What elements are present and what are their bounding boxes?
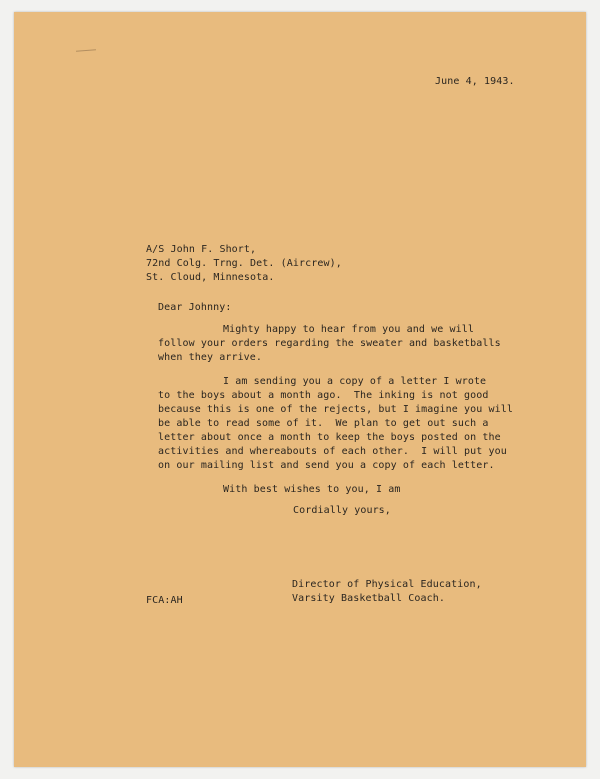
paragraph-line: when they arrive.: [158, 352, 263, 363]
letter-page: [14, 12, 586, 767]
typist-initials: FCA:AH: [146, 595, 183, 606]
signature-title: Varsity Basketball Coach.: [292, 593, 446, 604]
paragraph-line: activities and whereabouts of each other. I will put you: [158, 446, 507, 457]
salutation: Dear Johnny:: [158, 302, 232, 313]
paragraph-line: on our mailing list and send you a copy of each letter.: [158, 460, 495, 471]
paragraph-line: I am sending you a copy of a letter I wrote: [223, 376, 487, 387]
paragraph-line: to the boys about a month ago. The inking is not good: [158, 390, 489, 401]
address-line: 72nd Colg. Trng. Det. (Aircrew),: [146, 258, 342, 269]
closing: Cordially yours,: [293, 505, 391, 516]
paragraph-line: letter about once a month to keep the boys posted on the: [158, 432, 501, 443]
address-line: St. Cloud, Minnesota.: [146, 272, 275, 283]
address-line: A/S John F. Short,: [146, 244, 257, 255]
paper-mark: [76, 49, 96, 51]
wishes-line: With best wishes to you, I am: [223, 484, 401, 495]
paragraph-line: follow your orders regarding the sweater and basketballs: [158, 338, 501, 349]
paragraph-line: be able to read some of it. We plan to get out such a: [158, 418, 489, 429]
signature-title: Director of Physical Education,: [292, 579, 482, 590]
letter-date: June 4, 1943.: [435, 76, 515, 87]
paragraph-line: Mighty happy to hear from you and we will: [223, 324, 474, 335]
paragraph-line: because this is one of the rejects, but I imagine you will: [158, 404, 513, 415]
